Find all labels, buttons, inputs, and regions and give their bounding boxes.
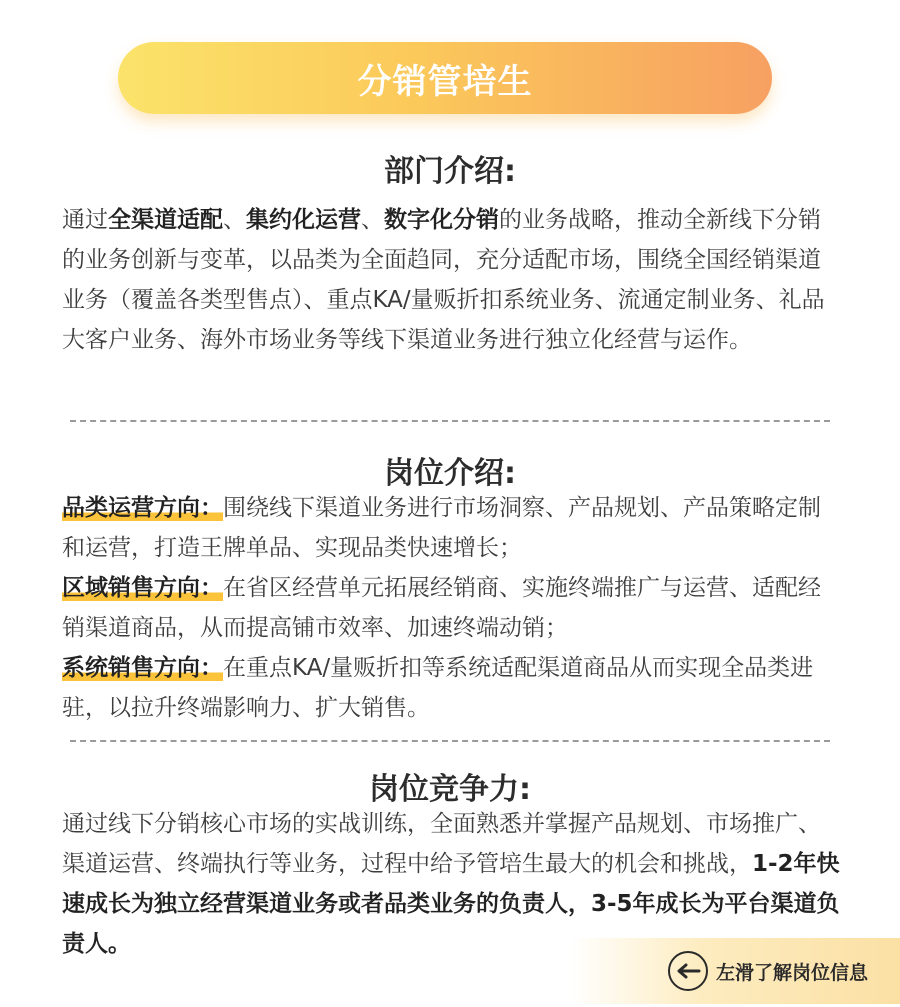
position-item: 品类运营方向：围绕线下渠道业务进行市场洞察、产品规划、产品策略定制和运营，打造王牌单品、实现品类快速增长； [62, 495, 821, 561]
section-divider [70, 420, 830, 422]
compete-heading: 岗位竞争力: [369, 772, 531, 807]
compete-description: 通过线下分销核心市场的实战训练，全面熟悉并掌握产品规划、市场推广、渠道运营、终端执行等业务，过程中给予管培生最大的机会和挑战，1-2年快速成长为独立经营渠道业务或者品类业务的负责人，3-5年成长为平台渠道负责人。 [62, 811, 840, 957]
compete-highlight: 1-2年快速成长为独立经营渠道业务或者品类业务的负责人，3-5年成长为平台渠道负责人。 [62, 851, 840, 957]
dept-heading: 部门介绍: [384, 154, 516, 189]
swipe-label[interactable]: 左滑了解岗位信息 [716, 961, 869, 984]
dept-keyword: 集约化运营 [246, 207, 361, 233]
dept-description: 通过全渠道适配、集约化运营、数字化分销的业务战略，推动全新线下分销的业务创新与变革，以品类为全面趋同，充分适配市场，围绕全国经销渠道业务（覆盖各类型售点）、重点KA/量贩折扣系统业务、流通定制业务、礼品大客户业务、海外市场业务等线下渠道业务进行独立化经营与运作。 [62, 207, 825, 353]
position-item: 系统销售方向：在重点KA/量贩折扣等系统适配渠道商品从而实现全品类进驻，以拉升终端影响力、扩大销售。 [62, 655, 814, 721]
swipe-hint[interactable] [570, 938, 900, 1004]
dept-keyword: 全渠道适配 [108, 207, 223, 233]
title-banner [118, 42, 772, 114]
section-divider [70, 740, 830, 742]
position-item: 区域销售方向：在省区经营单元拓展经销商、实施终端推广与运营、适配经销渠道商品，从而提高铺市效率、加速终端动销； [62, 575, 821, 641]
banner-title: 分销管培生 [357, 61, 533, 102]
position-heading: 岗位介绍: [384, 456, 516, 491]
position-list [62, 488, 840, 728]
position-tag: 区域销售方向： [62, 575, 223, 601]
left-arrow-icon[interactable] [668, 951, 708, 991]
position-tag: 品类运营方向： [62, 495, 223, 521]
dept-keyword: 数字化分销 [384, 207, 499, 233]
position-tag: 系统销售方向： [62, 655, 223, 681]
